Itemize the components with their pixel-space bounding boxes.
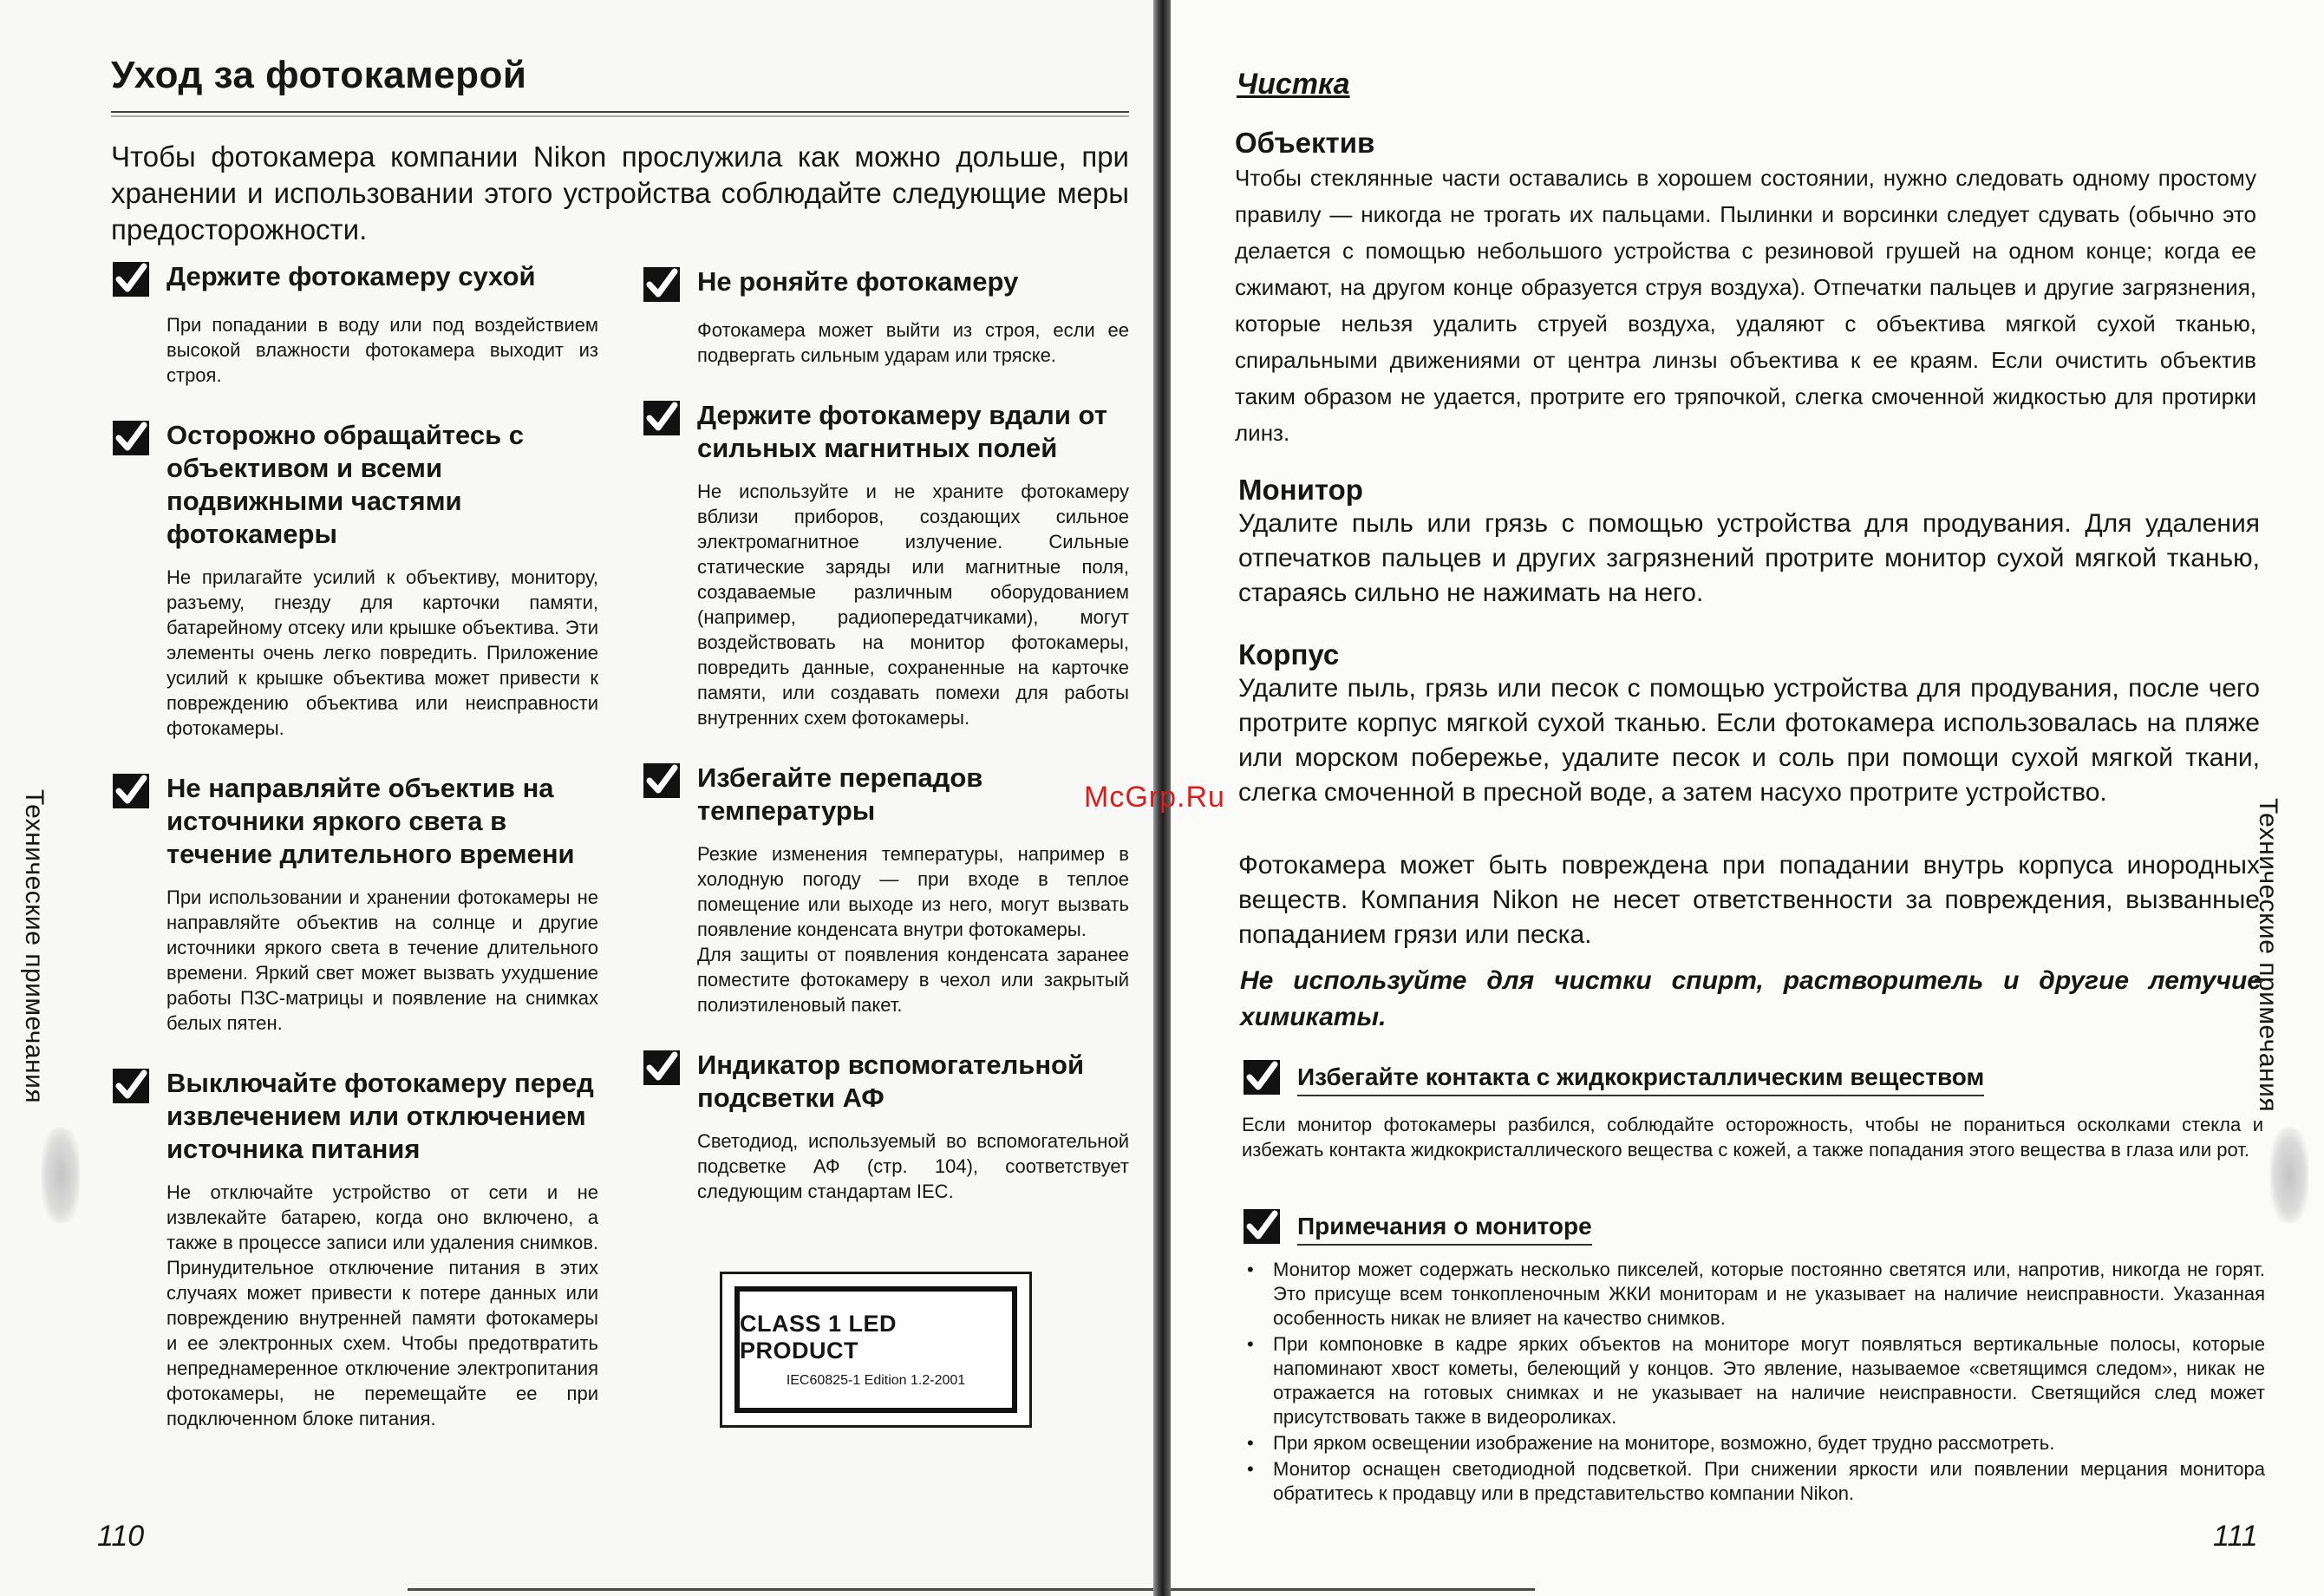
care-item [111,419,598,741]
watermark: McGrp.Ru [1084,781,1225,814]
checkmark-icon [111,419,151,457]
care-item [642,762,1129,1017]
care-item-title: Держите фотокамеру вдали от сильных магнитных полей [697,400,1107,463]
title-rule [111,111,1129,117]
page-number-left: 110 [97,1520,145,1553]
care-item [642,1049,1129,1204]
side-label-left: Технические примечания [20,789,49,1104]
care-item [111,772,598,1036]
care-item-text: При попадании в воду или под воздействием высокой влажности фотокамера выходит из строя. [166,314,598,386]
care-item [111,1067,598,1431]
monitor-notes-list [1237,1258,2265,1508]
care-item-text: Фотокамера может выйти из строя, если ее подвергать сильным ударам или тряске. [697,319,1129,366]
page-number-right: 111 [2213,1520,2258,1553]
care-item-text: Не прилагайте усилий к объективу, монитору, разъему, гнезду для карточки памяти, батарейному отсеку или крышке объектива. Эти элементы очень легко повредить. Приложение усилий к крышке объектива может привести к повреждению объектива или неисправности фотокамеры. [166,566,598,739]
list-item: • Монитор может содержать несколько пикселей, которые постоянно светятся или, напротив, никогда не горят. Это присуще всем тонкопленочным ЖКИ мониторам и не указывает на наличие неисправности. Указанная особенность никак не влияет на качество снимков. [1237,1258,2265,1331]
care-item [642,265,1129,368]
thumb-smudge [2270,1128,2308,1223]
thumb-smudge [42,1128,80,1223]
care-item-title: Индикатор вспомогательной подсветки АФ [697,1050,1085,1113]
checkmark-icon [642,399,682,437]
care-item-title: Осторожно обращайтесь с объективом и всеми подвижными частями фотокамеры [166,420,525,549]
monitor-heading: Монитор [1238,474,1363,506]
lcd-warning-title: Избегайте контакта с жидкокристаллическим веществом [1297,1063,1984,1096]
monitor-notes-title: Примечания о мониторе [1297,1213,1592,1246]
bottom-rule-left [408,1588,1153,1591]
care-item-title: Держите фотокамеру сухой [166,261,536,291]
chemicals-warning: Не используйте для чистки спирт, растворитель и другие летучие химикаты. [1240,966,2262,1031]
lcd-warning-heading [1242,1058,2248,1096]
checkmark-icon [642,265,682,304]
care-item-text: Не отключайте устройство от сети и не извлекайте батарею, когда оно включено, а также в процессе записи или удаления снимков. Принудительное отключение питания в этих случаях может привести к потере данных или повреждению внутренней памяти фотокамеры и ее электронных схем. Чтобы предотвратить непреднамеренное отключение электропитания фотокамеры, не перемещайте ее при подключенном блоке питания. [166,1181,598,1429]
checkmark-icon [111,260,151,298]
body-text-2: Фотокамера может быть повреждена при попадании внутрь корпуса инородных веществ. Компания Nikon не несет ответственности за повреждения, вызванные попаданием грязи или песка. [1238,851,2260,949]
body-text: Удалите пыль, грязь или песок с помощью устройства для продувания, после чего протрите корпус мягкой сухой тканью. Если фотокамера использовалась на пляже или морском побережье, удалите песок и соль при помощи сухой мягкой ткани, слегка смоченной в пресной воде, а затем насухо протрите устройство. [1238,674,2260,807]
care-item-text-2: Для защиты от появления конденсата заранее поместите фотокамеру в чехол или закрытый полиэтиленовый пакет. [697,944,1129,1016]
care-item-text: Не используйте и не храните фотокамеру вблизи приборов, создающих сильное электромагнитное излучение. Сильные статические заряды или магнитные поля, создаваемые различным оборудованием (например, радиопередатчиками), могут воздействовать на монитор фотокамеры, повредить данные, сохраненные на карточке памяти, или создавать помехи для работы внутренних схем фотокамеры. [697,481,1129,729]
care-item-text: При использовании и хранении фотокамеры не направляйте объектив на солнце и другие источники яркого света в течение длительного времени. Яркий свет может вызвать ухудшение работы ПЗС-матрицы и появление на снимках белых пятен. [166,886,598,1034]
page-title: Уход за фотокамерой [111,54,527,96]
bottom-rule-right [1171,1588,1535,1591]
monitor-text: Удалите пыль или грязь с помощью устройства для продувания. Для удаления отпечатков пальцев и других загрязнений протрите монитор сухой мягкой тканью, стараясь сильно не нажимать на него. [1238,509,2260,607]
checkmark-icon [642,1049,682,1087]
led-class-label [720,1272,1032,1428]
led-label-main: CLASS 1 LED PRODUCT [740,1311,898,1364]
led-label-standard: IEC60825-1 Edition 1.2-2001 [786,1373,966,1388]
care-item-title: Не направляйте объектив на источники яркого света в течение длительного времени [166,773,575,869]
checkmark-icon [111,1067,151,1105]
monitor-notes-heading [1242,1207,2248,1246]
right-column [642,265,1129,1235]
care-item-text: Светодиод, используемый во вспомогательной подсветке АФ (стр. 104), соответствует следующим стандартам IEC. [697,1130,1129,1202]
list-item: • При ярком освещении изображение на мониторе, возможно, будет трудно рассмотреть. [1237,1431,2265,1455]
checkmark-icon [642,762,682,800]
section-title: Чистка [1237,68,1350,101]
care-item [111,260,598,388]
left-column [111,260,598,1462]
lcd-warning-text: Если монитор фотокамеры разбился, соблюдайте осторожность, чтобы не пораниться осколками стекла и избежать контакта жидкокристаллического вещества с кожей, а также попадания этого вещества в глаза или рот. [1242,1114,2263,1161]
lens-heading: Объектив [1235,127,1375,159]
care-item-title: Выключайте фотокамеру перед извлечением или отключением источника питания [166,1068,594,1164]
checkmark-icon [111,772,151,810]
checkmark-icon [1242,1207,1282,1246]
list-item: • Монитор оснащен светодиодной подсветкой. При снижении яркости или появлении мерцания монитора обратитесь к продавцу или в представительство компании Nikon. [1237,1457,2265,1506]
care-item-title: Не роняйте фотокамеру [697,266,1019,297]
care-item-text: Резкие изменения температуры, например в холодную погоду — при входе в теплое помещение или выходе из него, могут вызвать появление конденсата внутри фотокамеры. [697,843,1129,940]
body-heading: Корпус [1238,638,1340,670]
intro-paragraph: Чтобы фотокамера компании Nikon прослужила как можно дольше, при хранении и использовании этого устройства соблюдайте следующие меры предосторожности. [111,141,1129,245]
care-item-title: Избегайте перепадов температуры [697,762,983,826]
care-item [642,399,1129,730]
list-item: • При компоновке в кадре ярких объектов на мониторе могут появляться вертикальные полосы, которые напоминают хвост кометы, белеющий у концов. Это явление, называемое «светящимся следом», никак не отражается на готовых снимках и не указывает на наличие неисправности. Светящийся след может присутствовать также в видеороликах. [1237,1332,2265,1429]
side-label-right: Технические примечания [2254,798,2282,1113]
lens-text: Чтобы стеклянные части оставались в хорошем состоянии, нужно следовать одному простому правилу — никогда не трогать их пальцами. Пылинки и ворсинки следует сдувать (обычно это делается с помощью небольшого устройства с резиновой грушей на одном конце; когда ее сжимают, на другом конце образуется струя воздуха). Отпечатки пальцев и другие загрязнения, которые нельзя удалить струей воздуха, удаляют с объектива мягкой сухой тканью, спиральными движениями от центра линзы объектива к ее краям. Если очистить объектив таким образом не удается, протрите его тряпочкой, слегка смоченной жидкостью для протирки линз. [1235,165,2256,446]
checkmark-icon [1242,1058,1282,1096]
